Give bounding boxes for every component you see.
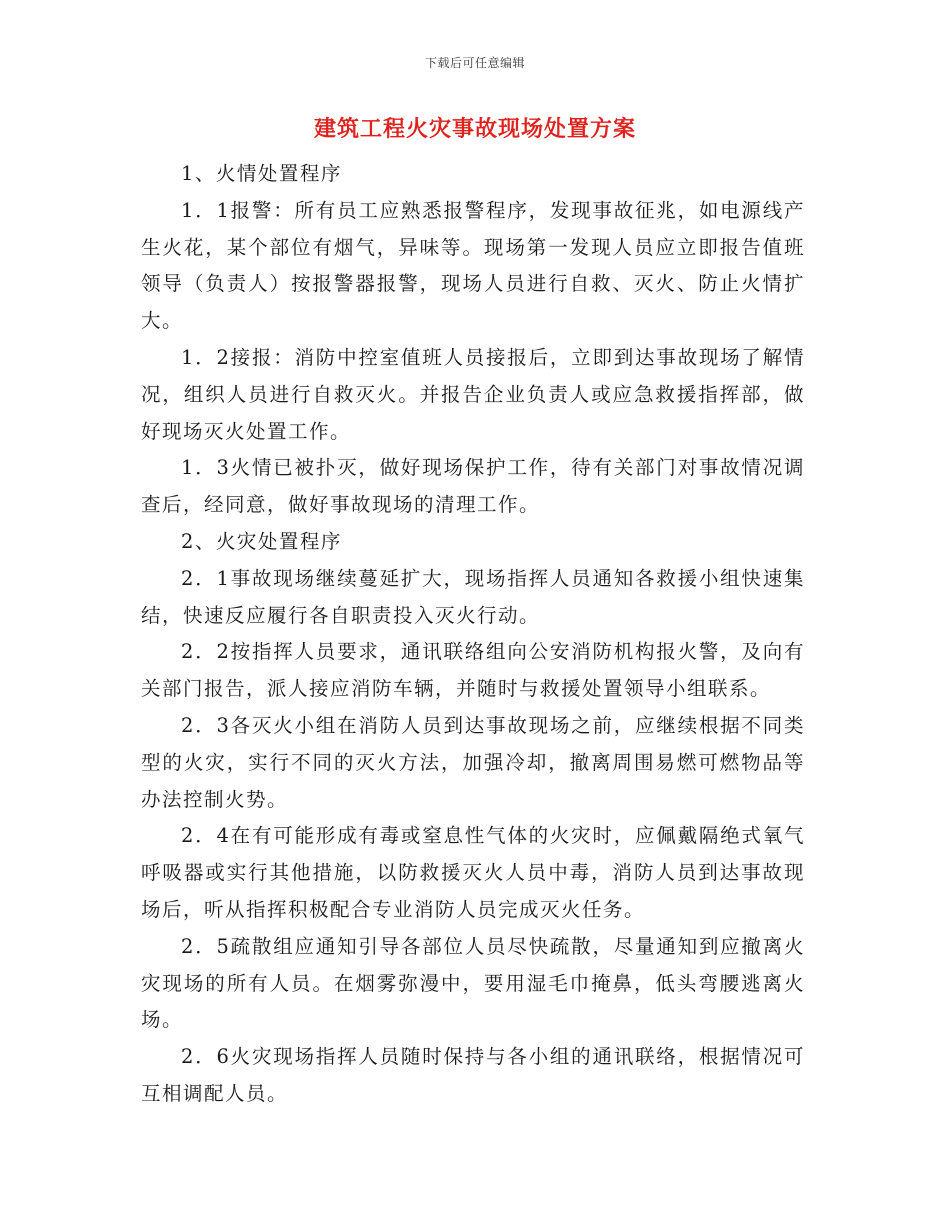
paragraph-1-2: 1．2接报：消防中控室值班人员接报后，立即到达事故现场了解情况，组织人员进行自救灭火。并报告企业负责人或应急救援指挥部，做好现场灭火处置工作。 <box>141 345 805 443</box>
paragraph-2-4: 2．4在有可能形成有毒或窒息性气体的火灾时，应佩戴隔绝式氧气呼吸器或实行其他措施，以防救援灭火人员中毒，消防人员到达事故现场后，听从指挥积极配合专业消防人员完成灭火任务。 <box>141 824 805 921</box>
section-heading-1: 1、火情处置程序 <box>181 162 342 185</box>
document-body <box>141 156 805 1113</box>
paragraph-2-3: 2．3各灭火小组在消防人员到达事故现场之前，应继续根据不同类型的火灾，实行不同的灭火方法，加强冷却，撤离周围易燃可燃物品等办法控制火势。 <box>141 713 805 811</box>
paragraph-2-5: 2．5疏散组应通知引导各部位人员尽快疏散，尽量通知到应撤离火灾现场的所有人员。在烟雾弥漫中，要用湿毛巾掩鼻，低头弯腰逃离火场。 <box>141 934 805 1032</box>
paragraph-2-6: 2．6火灾现场指挥人员随时保持与各小组的通讯联络，根据情况可互相调配人员。 <box>141 1045 805 1105</box>
document-title: 建筑工程火灾事故现场处置方案 <box>313 116 636 142</box>
paragraph-2-1: 2．1事故现场继续蔓延扩大，现场指挥人员通知各救援小组快速集结，快速反应履行各自职责投入灭火行动。 <box>141 566 805 627</box>
paragraph-2-2: 2．2按指挥人员要求，通讯联络组向公安消防机构报火警，及向有关部门报告，派人接应消防车辆，并随时与救援处置领导小组联系。 <box>141 640 805 701</box>
section-heading-2: 2、火灾处置程序 <box>181 529 342 553</box>
paragraph-1-1: 1．1报警：所有员工应熟悉报警程序，发现事故征兆，如电源线产生火花，某个部位有烟气，异味等。现场第一发现人员应立即报告值班领导（负责人）按报警器报警，现场人员进行自救、灭火、防止火情扩大。 <box>141 198 805 333</box>
header-note: 下载后可任意编辑 <box>424 56 525 70</box>
paragraph-1-3: 1．3火情已被扑灭，做好现场保护工作，待有关部门对事故情况调查后，经同意，做好事故现场的清理工作。 <box>141 456 805 517</box>
